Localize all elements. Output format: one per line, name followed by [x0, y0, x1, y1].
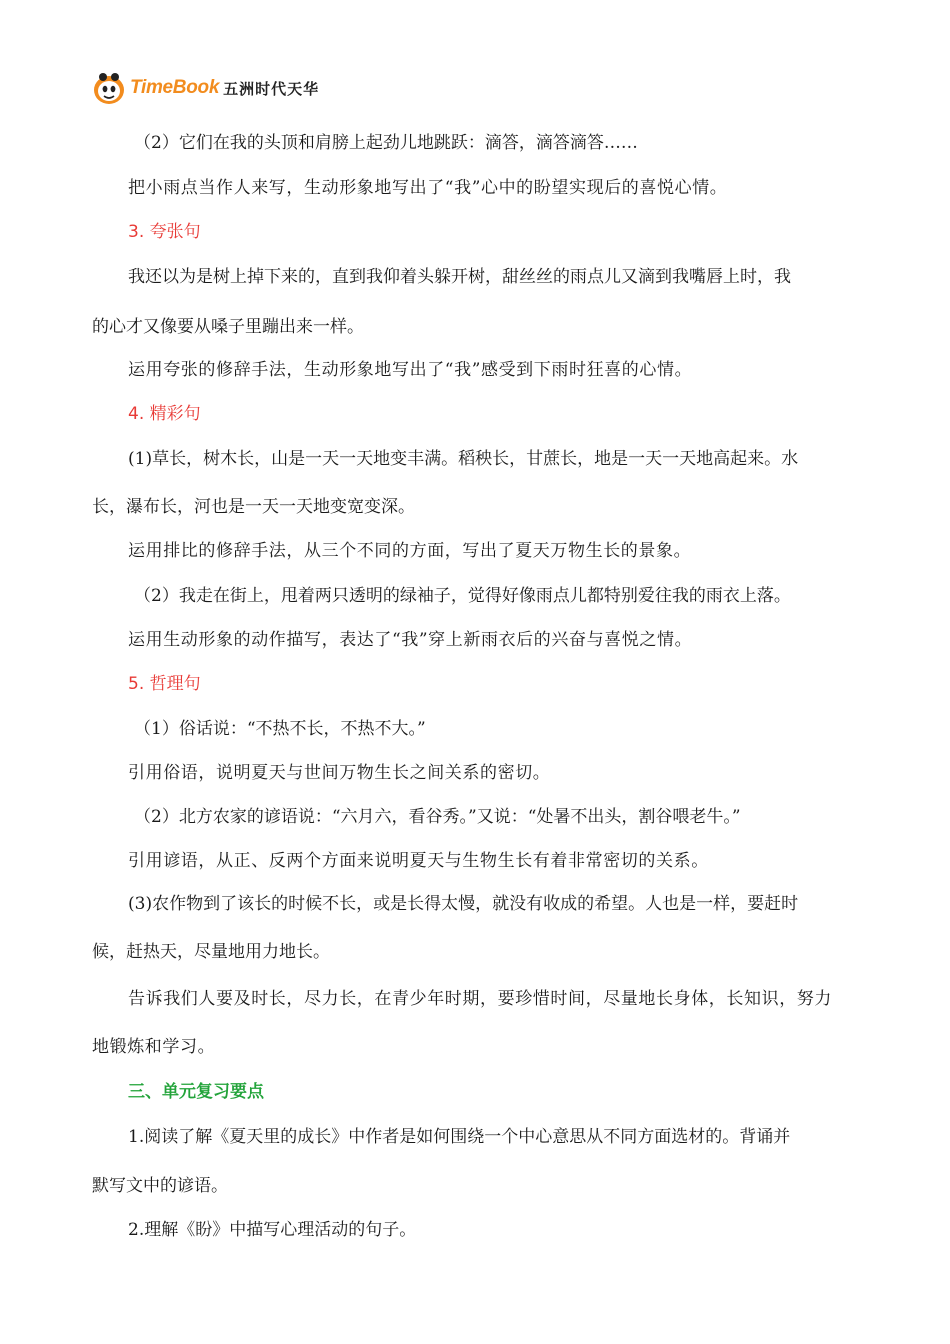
text-line: 的心才又像要从嗓子里蹦出来一样。: [92, 317, 364, 337]
text-line: 长，瀑布长，河也是一天一天地变宽变深。: [92, 497, 415, 517]
text-line: 1.阅读了解《夏天里的成长》中作者是如何围绕一个中心意思从不同方面选材的。背诵并: [128, 1127, 791, 1147]
text-line: 默写文中的谚语。: [92, 1176, 228, 1196]
brand-name-cn: 五洲时代天华: [223, 79, 320, 98]
logo-mascot-icon: [90, 69, 128, 107]
text-line: （2）它们在我的头顶和肩膀上起劲儿地跳跃：滴答，滴答滴答……: [134, 133, 638, 153]
text-line: 引用谚语，从正、反两个方面来说明夏天与生物生长有着非常密切的关系。: [128, 851, 709, 871]
text-line: 我还以为是树上掉下来的，直到我仰着头躲开树，甜丝丝的雨点儿又滴到我嘴唇上时，我: [128, 267, 791, 287]
text-line: （2）北方农家的谚语说：“六月六，看谷秀。”又说：“处暑不出头，割谷喂老牛。”: [134, 807, 741, 827]
text-line: 运用夸张的修辞手法，生动形象地写出了“我”感受到下雨时狂喜的心情。: [128, 360, 693, 380]
header-logo: [90, 68, 319, 108]
text-line: 运用生动形象的动作描写，表达了“我”穿上新雨衣后的兴奋与喜悦之情。: [128, 630, 693, 650]
text-line: (3)农作物到了该长的时候不长，或是长得太慢，就没有收成的希望。人也是一样，要赶时: [128, 894, 799, 914]
section-heading: 三、单元复习要点: [128, 1082, 264, 1102]
text-line: 把小雨点当作人来写，生动形象地写出了“我”心中的盼望实现后的喜悦心情。: [128, 178, 728, 198]
text-line: （2）我走在街上，甩着两只透明的绿袖子，觉得好像雨点儿都特别爱往我的雨衣上落。: [134, 586, 791, 606]
text-line: （1）俗话说：“不热不长，不热不大。”: [134, 719, 426, 739]
text-line: 2.理解《盼》中描写心理活动的句子。: [128, 1220, 417, 1240]
text-line: 引用俗语，说明夏天与世间万物生长之间关系的密切。: [128, 763, 551, 783]
text-line: 地锻炼和学习。: [92, 1037, 216, 1057]
text-line: 候，赶热天，尽量地用力地长。: [92, 942, 330, 962]
text-line: 告诉我们人要及时长，尽力长，在青少年时期，要珍惜时间，尽量地长身体，长知识，努力: [128, 989, 832, 1009]
brand-name: TimeBook: [130, 77, 220, 98]
section-heading: 5. 哲理句: [128, 674, 201, 694]
section-heading: 3. 夸张句: [128, 222, 201, 242]
text-line: 运用排比的修辞手法，从三个不同的方面，写出了夏天万物生长的景象。: [128, 541, 692, 561]
section-heading: 4. 精彩句: [128, 404, 201, 424]
text-line: (1)草长，树木长，山是一天一天地变丰满。稻秧长，甘蔗长，地是一天一天地高起来。水: [128, 449, 799, 469]
